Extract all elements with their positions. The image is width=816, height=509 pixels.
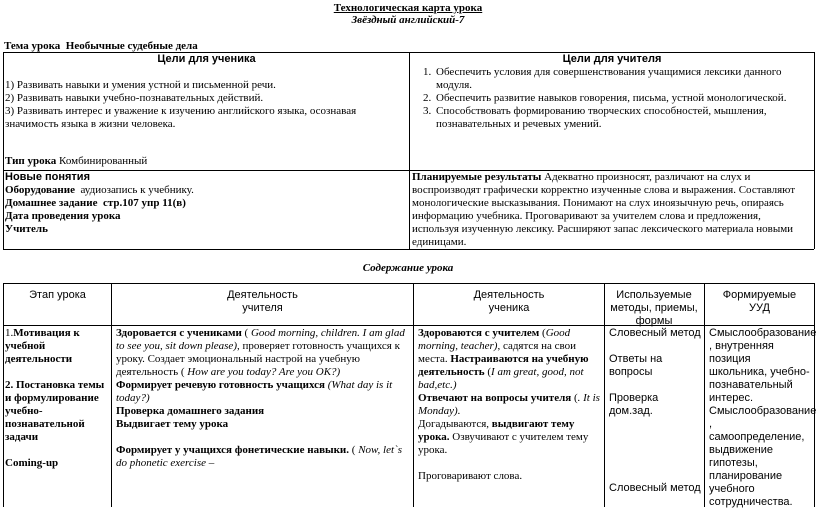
header-student-line1: Деятельность — [473, 289, 545, 301]
planned-results — [412, 171, 808, 249]
header-uud-line1: Формируемые — [722, 289, 797, 301]
document-title: Технологическая карта урока — [333, 2, 483, 14]
stage-coming-up: Coming-up — [5, 457, 59, 469]
homework — [5, 197, 186, 210]
new-concepts-label: Новые понятия — [5, 171, 90, 183]
teacher-label: Учитель — [5, 223, 48, 235]
header-stage: Этап урока — [29, 289, 86, 301]
planned-results-value: Адекватно произносят, различают на слух и воспроизводят графически корректно изученные слова и выражения. Составляют монологические высказывания. Понимают на слух иноязычную речь, опираясь информацию учебника. Проговаривают за учителем слова и предложения, используя изученную лексику. Расширяют запас лексического материала новыми единицами. — [412, 171, 796, 248]
student-goal-item: 2) Развивать навыки учебно-познавательных действий. — [5, 92, 264, 104]
header-uud — [705, 289, 814, 315]
method-homework: Проверка дом.зад. — [609, 392, 659, 417]
student-goal-item: 1) Развивать навыки и умения устной и письменной речи. — [5, 79, 276, 91]
equipment-value: аудиозапись к учебнику. — [80, 184, 194, 196]
header-student-line2: ученика — [488, 302, 530, 314]
teacher-topic: Выдвигает тему урока — [116, 418, 229, 430]
uud-column: Смыслообразование , внутренняя позиция школьника, учебно-познавательный интерес. Смыслообразование , самоопределение, выдвижение гипотезы, планирование учебного сотрудничества. — [709, 327, 816, 508]
header-teacher-activity — [112, 289, 413, 315]
header-teacher-line2: учителя — [242, 302, 283, 314]
student-greeting: Здороваются с учителем (Good morning, teacher), садятся на свои места. Настраиваются на учебную деятельность (I am great, good, not bad,etc.) — [418, 327, 589, 391]
student-goal-item: 3) Развивать интерес и уважение к изучению английского языка, осознавая значимость языка в жизни человека. — [5, 105, 357, 130]
equipment — [5, 184, 194, 197]
teacher-goals-header: Цели для учителя — [562, 53, 662, 65]
equipment-label: Оборудование — [5, 184, 75, 196]
lesson-topic-label: Тема урока — [4, 40, 61, 52]
lesson-type-value: Комбинированный — [59, 155, 148, 167]
stage-motivation: 1.Мотивация к учебной деятельности — [5, 327, 80, 365]
method-verbal-2: Словесный метод — [609, 482, 701, 494]
teacher-phonetics: Формирует у учащихся фонетические навыки. ( Now, let`s do phonetic exercise – — [116, 444, 402, 469]
lesson-topic-value: Необычные судебные дела — [65, 40, 198, 52]
lesson-date-label: Дата проведения урока — [5, 210, 121, 222]
header-methods: Используемые методы, приемы, формы — [610, 289, 698, 327]
student-goals-list — [5, 79, 403, 131]
stage-topic-setting: 2. Постановка темы и формулирование учебно-познавательной задачи — [5, 379, 105, 443]
content-title: Содержание урока — [362, 262, 454, 274]
methods-column — [609, 327, 703, 418]
document-subtitle: Звёздный английский-7 — [351, 14, 465, 26]
teacher-goal-item: 3. Способствовать формированию творческих способностей, мышления, познавательных и речевых умений. — [434, 105, 804, 131]
method-answers: Ответы на вопросы — [609, 353, 663, 378]
lesson-type-label: Тип урока — [5, 155, 57, 167]
teacher-goal-item: 1. Обеспечить условия для совершенствования учащимися лексики данного модуля. — [434, 66, 804, 92]
student-activity-column — [418, 327, 600, 483]
teacher-speech-readiness: Формирует речевую готовность учащихся (What day is it today?) — [116, 379, 393, 404]
lesson-type — [5, 155, 147, 168]
student-goals-header: Цели для ученика — [157, 53, 256, 65]
method-verbal-1: Словесный метод — [609, 327, 701, 339]
header-teacher-line1: Деятельность — [227, 289, 298, 301]
header-student-activity — [414, 289, 604, 315]
teacher-goals-list — [412, 66, 804, 131]
teacher-homework-check: Проверка домашнего задания — [116, 405, 265, 417]
teacher-greeting: Здоровается с учениками ( Good morning, children. I am glad to see you, sit down please), проверяет готовность учащихся к уроку. Создает эмоциональный настрой на учебную деятельность ( How are you today? Are you OK?) — [116, 327, 405, 378]
planned-results-label: Планируемые результаты — [412, 171, 542, 183]
teacher-goal-item: 2. Обеспечить развитие навыков говорения, письма, устной монологической. — [434, 92, 804, 105]
stage-column — [5, 327, 109, 470]
student-topic: Догадываются, выдвигают тему урока. Озвучивают с учителем тему урока. — [418, 418, 589, 456]
homework-label: Домашнее задание — [5, 197, 98, 209]
homework-value: стр.107 упр 11(в) — [102, 197, 186, 209]
student-answers: Отвечают на вопросы учителя (. It is Monday). — [418, 392, 600, 417]
header-uud-line2: УУД — [749, 302, 770, 314]
student-words: Проговаривают слова. — [418, 470, 523, 482]
teacher-activity-column — [116, 327, 408, 470]
